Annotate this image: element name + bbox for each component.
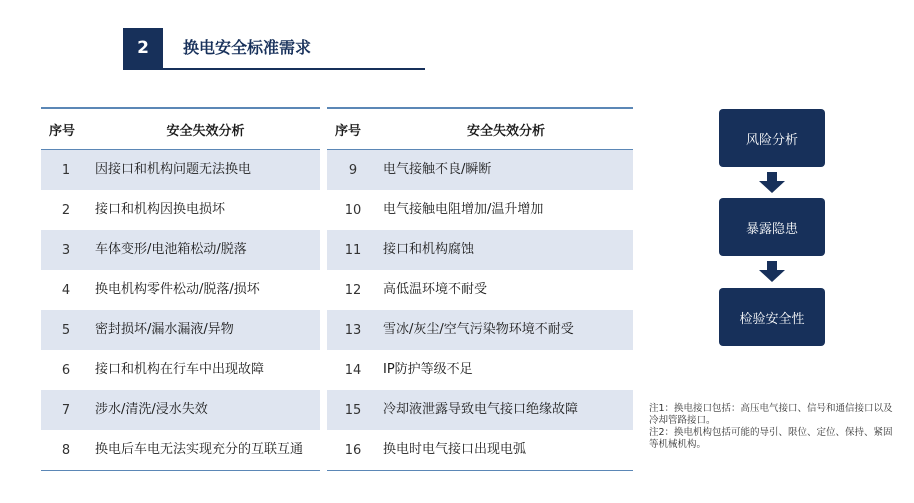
row-index: 5 — [41, 310, 91, 350]
table-row — [41, 190, 320, 230]
row-text: 换电机构零件松动/脱落/损坏 — [95, 282, 260, 297]
row-text: 涉水/清洗/浸水失效 — [91, 390, 320, 430]
table-row — [41, 270, 320, 310]
failure-table-right — [327, 107, 633, 471]
footnotes — [649, 403, 899, 451]
row-index: 11 — [327, 230, 379, 270]
row-text: 换电后车电无法实现充分的互联互通 — [91, 430, 320, 471]
row-index: 9 — [327, 150, 379, 191]
row-text: 接口和机构因换电损坏 — [95, 202, 226, 217]
down-arrow-icon — [758, 172, 786, 194]
failure-table-left — [41, 107, 320, 471]
row-text: 接口和机构在行车中出现故障 — [95, 362, 265, 377]
table-row — [327, 150, 633, 191]
row-index: 4 — [61, 282, 71, 298]
row-index: 16 — [327, 430, 379, 471]
row-text: 高低温环境不耐受 — [383, 282, 488, 297]
table-header-row — [327, 108, 633, 150]
header-index: 序号 — [327, 108, 379, 150]
row-text: IP防护等级不足 — [383, 362, 473, 377]
table-row — [41, 390, 320, 430]
flow-step-expose-hazards: 暴露隐患 — [719, 198, 825, 256]
table-row — [327, 230, 633, 270]
flow-step-risk-analysis: 风险分析 — [719, 109, 825, 167]
row-index: 12 — [344, 282, 362, 298]
row-index: 6 — [61, 362, 71, 378]
down-arrow-icon — [758, 261, 786, 283]
row-index: 14 — [344, 362, 362, 378]
section-number: 2 — [123, 28, 163, 68]
header-analysis: 安全失效分析 — [379, 108, 633, 150]
row-index: 7 — [41, 390, 91, 430]
table-row — [327, 310, 633, 350]
table-row — [327, 430, 633, 471]
table-row — [41, 230, 320, 270]
footnote-1: 注1：换电接口包括：高压电气接口、信号和通信接口以及冷却管路接口。 — [649, 403, 893, 426]
table-row — [41, 430, 320, 471]
row-index: 3 — [41, 230, 91, 270]
table-row — [327, 350, 633, 390]
row-index: 8 — [41, 430, 91, 471]
section-heading: 换电安全标准需求 — [183, 38, 312, 57]
row-text: 雪冰/灰尘/空气污染物环境不耐受 — [379, 310, 633, 350]
table-row — [327, 270, 633, 310]
row-text: 接口和机构腐蚀 — [379, 230, 633, 270]
row-index: 13 — [327, 310, 379, 350]
row-text: 换电时电气接口出现电弧 — [379, 430, 633, 471]
flow-step-verify-safety: 检验安全性 — [719, 288, 825, 346]
table-row — [41, 310, 320, 350]
table-row — [41, 150, 320, 191]
row-index: 1 — [41, 150, 91, 191]
row-text: 电气接触不良/瞬断 — [379, 150, 633, 191]
row-text: 电气接触电阻增加/温升增加 — [383, 202, 544, 217]
row-text: 密封损坏/漏水漏液/异物 — [91, 310, 320, 350]
header-index: 序号 — [41, 108, 91, 150]
table-row — [327, 390, 633, 430]
row-text: 冷却液泄露导致电气接口绝缘故障 — [379, 390, 633, 430]
table-row — [327, 190, 633, 230]
header-analysis: 安全失效分析 — [91, 108, 320, 150]
row-index: 15 — [327, 390, 379, 430]
section-title — [123, 28, 425, 70]
row-index: 10 — [344, 202, 362, 218]
table-row — [41, 350, 320, 390]
row-index: 2 — [61, 202, 71, 218]
title-underline — [123, 68, 425, 70]
footnote-2: 注2：换电机构包括可能的导引、限位、定位、保持、紧固等机械机构。 — [649, 427, 893, 450]
row-text: 因接口和机构问题无法换电 — [91, 150, 320, 191]
table-header-row — [41, 108, 320, 150]
row-text: 车体变形/电池箱松动/脱落 — [91, 230, 320, 270]
